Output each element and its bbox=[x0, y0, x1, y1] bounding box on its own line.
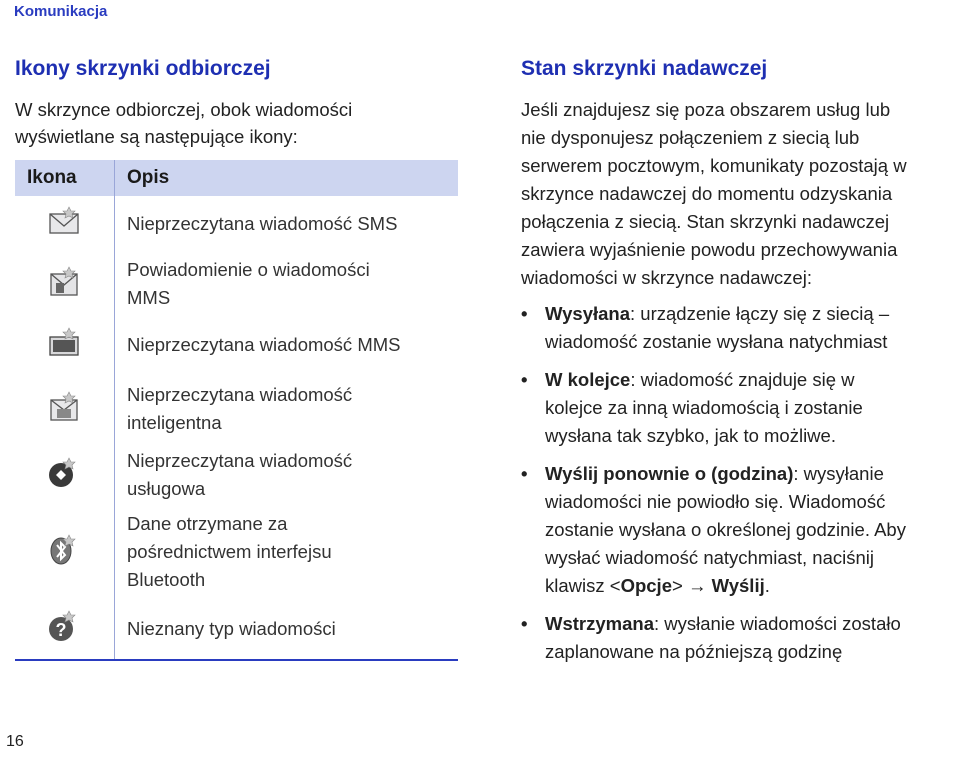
row-description: Nieprzeczytana wiadomość inteligentna bbox=[127, 384, 353, 433]
outbox-status-list bbox=[521, 300, 957, 666]
list-item: • Wyślij ponownie o (godzina): wysyłanie wiadomości nie powiodło się. Wiadomość zostanie wysłana o określonej godzinie. Aby wysłać wiadomość natychmiast, naciśnij klawisz <Opcje> → Wyślij. bbox=[521, 460, 957, 600]
inbox-icons-section bbox=[15, 56, 458, 150]
table-row bbox=[15, 444, 458, 506]
section-tag: Komunikacja bbox=[0, 0, 146, 24]
table-row bbox=[15, 598, 458, 660]
column-header-description: Opis bbox=[115, 160, 459, 196]
table-header-row bbox=[15, 160, 458, 196]
list-item: • Wstrzymana: wysłanie wiadomości zostało zaplanowane na późniejszą godzinę bbox=[521, 610, 957, 666]
inbox-icons-table bbox=[15, 160, 458, 661]
footer-band bbox=[0, 727, 960, 757]
table-row bbox=[15, 316, 458, 374]
unread-sms-envelope-icon bbox=[47, 205, 81, 239]
table-row bbox=[15, 252, 458, 316]
svg-text:?: ? bbox=[55, 620, 67, 640]
table-row bbox=[15, 506, 458, 598]
row-description: Powiadomienie o wiadomości MMS bbox=[127, 259, 370, 308]
mms-notification-icon bbox=[47, 265, 81, 299]
inbox-icons-intro: W skrzynce odbiorczej, obok wiadomości wyświetlane są następujące ikony: bbox=[15, 99, 353, 147]
inbox-icons-title: Ikony skrzynki odbiorczej bbox=[15, 57, 271, 80]
outbox-status-paragraph: Jeśli znajdujesz się poza obszarem usług lub nie dysponujesz połączeniem z siecią lub serwerem pocztowym, komunikaty pozostają w skrzynce nadawczej do momentu odzyskania połączenia z siecią. Stan skrzynki nadawczej zawiera wyjaśnienie powodu przechowywania wiadomości w skrzynce nadawczej: bbox=[521, 99, 907, 288]
row-description: Dane otrzymane za pośrednictwem interfejsu Bluetooth bbox=[127, 513, 332, 590]
outbox-status-section bbox=[521, 56, 957, 676]
row-description: Nieprzeczytana wiadomość MMS bbox=[127, 334, 401, 355]
unread-service-message-icon bbox=[47, 456, 81, 490]
unread-mms-icon bbox=[47, 326, 81, 360]
unread-smart-message-icon bbox=[47, 390, 81, 424]
table-row bbox=[15, 196, 458, 252]
list-item: • W kolejce: wiadomość znajduje się w kolejce za inną wiadomością i zostanie wysłana tak szybko, jak to możliwe. bbox=[521, 366, 957, 450]
outbox-status-title: Stan skrzynki nadawczej bbox=[521, 57, 768, 80]
page-number: 16 bbox=[0, 727, 32, 757]
unknown-message-icon bbox=[47, 609, 81, 643]
table-row bbox=[15, 374, 458, 444]
row-description: Nieprzeczytana wiadomość usługowa bbox=[127, 450, 353, 499]
list-item: • Wysyłana: urządzenie łączy się z siecią – wiadomość zostanie wysłana natychmiast bbox=[521, 300, 957, 356]
bluetooth-received-icon bbox=[47, 533, 81, 567]
row-description: Nieznany typ wiadomości bbox=[115, 598, 459, 660]
row-description: Nieprzeczytana wiadomość SMS bbox=[127, 213, 398, 234]
column-header-icon: Ikona bbox=[15, 160, 115, 196]
